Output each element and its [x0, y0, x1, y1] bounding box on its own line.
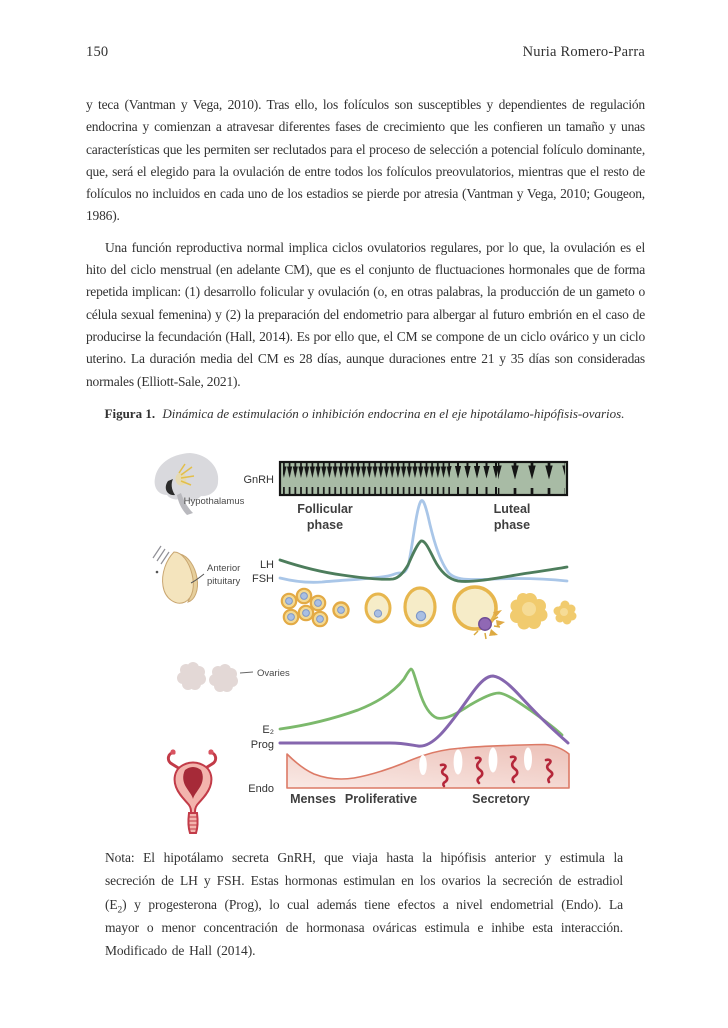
secondary-follicle-icon [366, 594, 390, 622]
graafian-follicle-icon [405, 588, 435, 626]
follicular-phase-label-line1: Follicular [297, 502, 353, 516]
uterus-icon [168, 749, 215, 833]
paragraph-2: Una función reproductiva normal implica ciclos ovulatorios regulares, por lo que, la ovulación es el hito del ciclo menstrual (en adelante CM), que es el conjunto de fluctuaciones hormonales que de forma repetida implican: (1) desarrollo folicular y ovulación (o, en otras palabras, la producción de un gameto o célula sexual femenina) y (2) la preparación del endometrio para albergar al futuro embrión en el caso de producirse la fecundación (Hall, 2014). Es por ello que, el CM se compone de un ciclo ovárico y un ciclo uterino. La duración media del CM es 28 días, aunque duraciones entre 21 y 35 días son consideradas normales (Elliott-Sale, 2021). [86, 239, 645, 389]
gnrh-pulse-arrows-icon [283, 463, 565, 495]
gnrh-label: GnRH [243, 474, 274, 486]
primary-follicle-icon [334, 603, 349, 618]
running-head-author: Nuria Romero-Parra [522, 44, 645, 60]
hypothalamus-label: Hypothalamus [183, 496, 245, 507]
primordial-follicles-icon [282, 589, 327, 626]
fsh-curve [280, 541, 567, 582]
anterior-pituitary-label-line1: Anterior [207, 563, 241, 574]
lh-label: LH [259, 559, 274, 571]
figure-1-diagram [150, 452, 580, 837]
e2-label: E₂ [262, 724, 274, 736]
page-header [86, 44, 645, 61]
luteal-phase-label-line1: Luteal [493, 502, 531, 516]
note-text-suffix: ) y progesterona (Prog), lo cual además tiene efectos a nivel endometrial (Endo). La mayor o menor concentración de hormonasa ováricas estimula e inhibe esta interacción. Modificado de Hall (2014). [105, 896, 623, 959]
luteal-phase-label-line2: phase [493, 518, 531, 532]
figure-caption-text: Dinámica de estimulación o inhibición endocrina en el eje hipotálamo-hipófisis-ovarios. [162, 406, 625, 421]
figure-note [105, 846, 623, 962]
body-text [86, 94, 645, 393]
corpus-luteum-icon [510, 593, 548, 630]
ovaries-icon [177, 662, 290, 692]
endometrium-band [287, 745, 569, 789]
figure-caption [86, 404, 643, 424]
ovulating-follicle-icon [454, 587, 505, 639]
proliferative-label: Proliferative [344, 792, 418, 806]
corpus-albicans-icon [554, 601, 577, 625]
page-number: 150 [86, 44, 109, 60]
hypothalamus-icon [153, 453, 245, 564]
anterior-pituitary-icon [156, 552, 241, 603]
ovaries-label: Ovaries [257, 668, 290, 679]
figure-caption-label: Figura 1. [104, 406, 156, 421]
menses-label: Menses [290, 792, 336, 806]
e2-curve [280, 669, 562, 735]
anterior-pituitary-label-line2: pituitary [207, 576, 241, 587]
pituitary-stalk-lines [153, 546, 169, 564]
note-subscript: 2 [117, 905, 123, 916]
endo-label: Endo [248, 783, 274, 795]
prog-curve [280, 676, 568, 746]
note-text-prefix: Nota: El hipotálamo secreta GnRH, que viaja hasta la hipófisis anterior y estimula la secreción de LH y FSH. Estas hormonas estimulan en los ovarios la secreción de estradiol (E [105, 850, 623, 912]
follicular-phase-label-line2: phase [306, 518, 344, 532]
paragraph-1: y teca (Vantman y Vega, 2010). Tras ello, los folículos son susceptibles y dependientes de regulación endocrina y comienzan a atravesar diferentes fases de crecimiento que les confieren un tamaño y unas características que les permiten ser reclutados para el proceso de selección a potencial folículo dominante, que, será el elegido para la ovulación de entre todos los folículos preovulatorios, mientras que el resto de folículos no incluidos en cada uno de los estadios se pierde por atresia (Vantman y Vega, 2010; Gougeon, 1986). [86, 97, 645, 224]
follicle-development-row [282, 587, 577, 639]
prog-label: Prog [250, 739, 274, 751]
fsh-label: FSH [252, 573, 274, 585]
secretory-label: Secretory [472, 792, 530, 806]
